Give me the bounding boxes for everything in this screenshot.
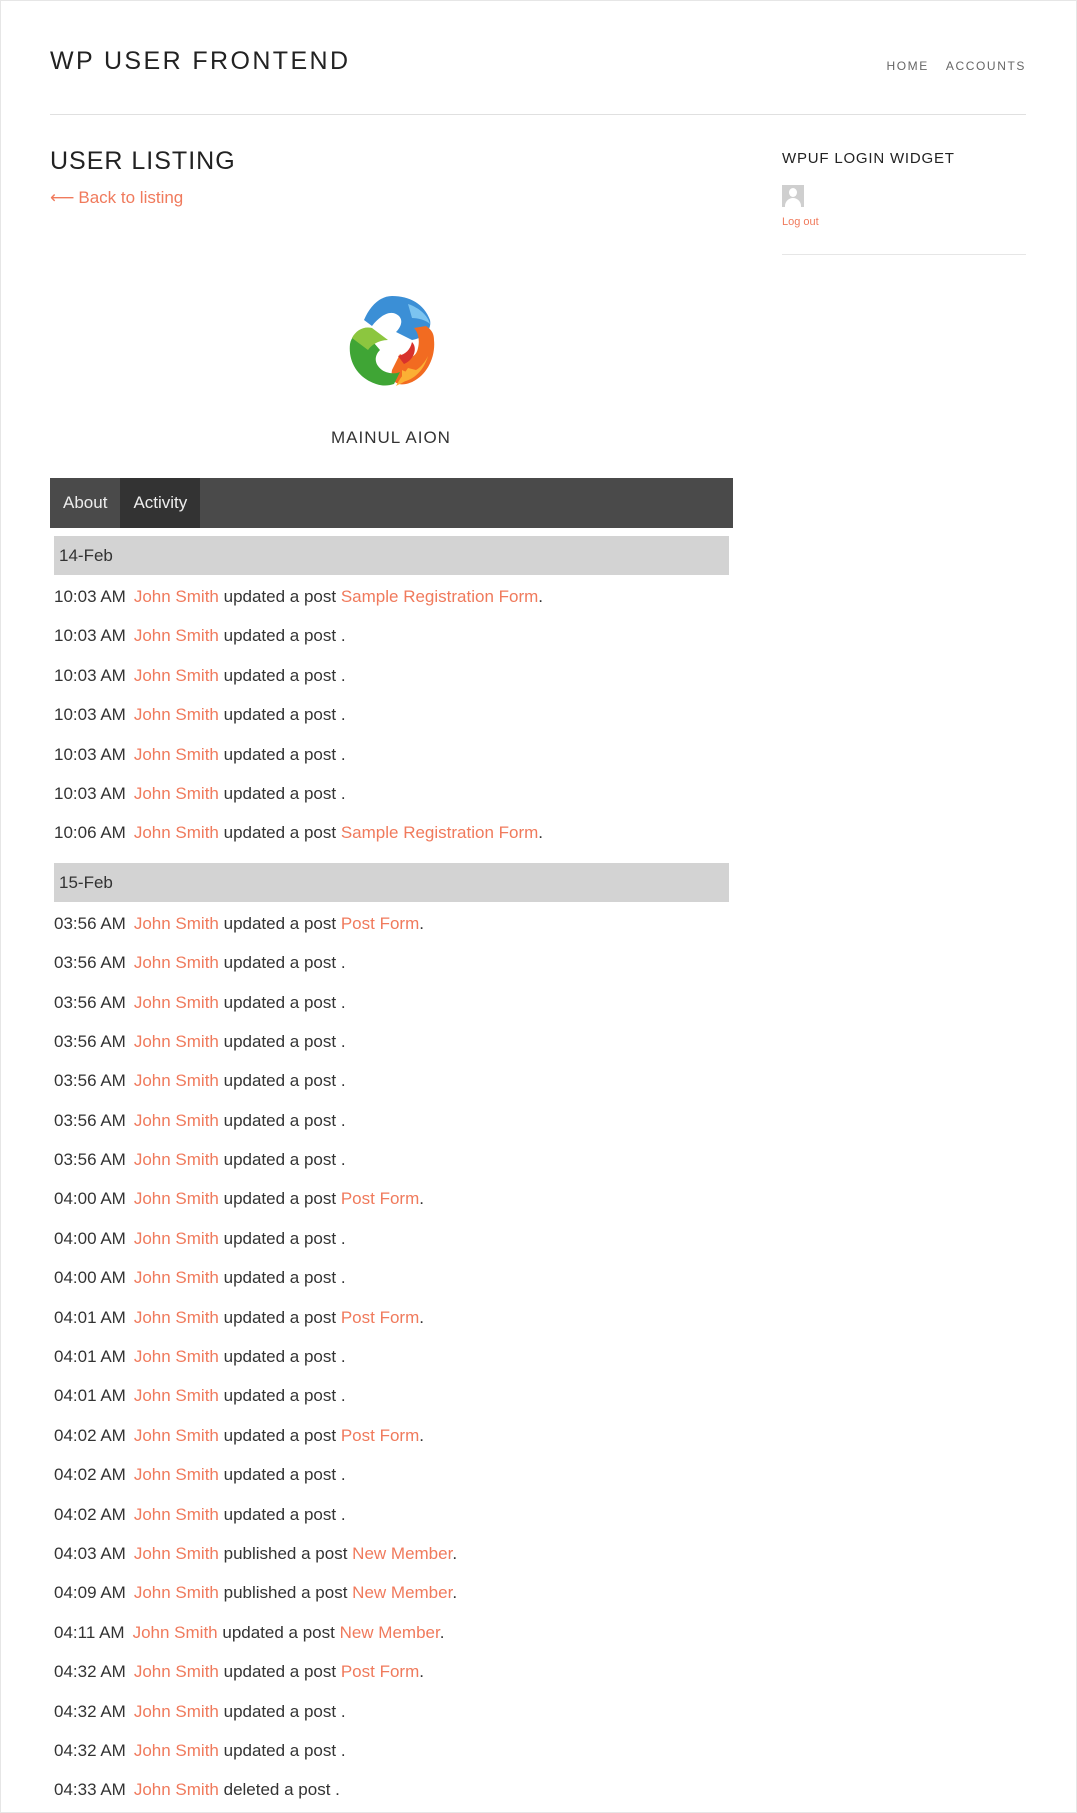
activity-entry: 03:56 AM John Smith updated a post . <box>54 1071 346 1091</box>
activity-time: 04:01 AM <box>54 1347 126 1367</box>
activity-time: 03:56 AM <box>54 1150 126 1170</box>
activity-target-link[interactable]: Post Form <box>340 1425 420 1445</box>
activity-target-link[interactable]: Sample Registration Form <box>340 587 539 606</box>
activity-time: 10:06 AM <box>54 823 126 843</box>
activity-action: updated a post <box>223 1268 337 1288</box>
activity-user-link[interactable]: John Smith <box>133 1583 219 1603</box>
activity-action: updated a post <box>223 1347 337 1367</box>
activity-user-link[interactable]: John Smith <box>133 992 219 1012</box>
activity-target-link[interactable]: Post Form <box>340 1307 420 1327</box>
activity-entry: 04:09 AM John Smith published a post New Member. <box>54 1583 458 1603</box>
activity-action: updated a post <box>223 1110 337 1130</box>
activity-action: updated a post <box>223 626 337 646</box>
activity-user-link[interactable]: John Smith <box>133 1504 219 1524</box>
activity-entries <box>54 575 729 853</box>
activity-target-link[interactable]: Post Form <box>340 1189 420 1209</box>
activity-time: 04:02 AM <box>54 1425 126 1445</box>
activity-action: updated a post <box>223 1071 337 1091</box>
activity-time: 03:56 AM <box>54 1031 126 1051</box>
activity-action: updated a post <box>223 953 337 973</box>
tab-about[interactable]: About <box>63 493 108 512</box>
activity-user-link[interactable]: John Smith <box>133 1465 219 1485</box>
activity-action: updated a post <box>223 1465 337 1485</box>
activity-entry: 10:03 AM John Smith updated a post . <box>54 744 346 764</box>
activity-entry: 04:02 AM John Smith updated a post . <box>54 1465 346 1485</box>
site-title[interactable]: WP USER FRONTEND <box>50 47 351 75</box>
activity-action: updated a post <box>223 1189 337 1209</box>
activity-entry: 04:32 AM John Smith updated a post Post Form. <box>54 1662 424 1682</box>
activity-user-link[interactable]: John Smith <box>133 1425 219 1445</box>
activity-time: 04:02 AM <box>54 1465 126 1485</box>
activity-action: updated a post <box>223 913 337 933</box>
activity-action: updated a post <box>223 665 337 685</box>
activity-time: 10:03 AM <box>54 587 126 606</box>
activity-user-link[interactable]: John Smith <box>133 1701 219 1721</box>
nav-accounts[interactable]: ACCOUNTS <box>945 59 1026 73</box>
activity-user-link[interactable]: John Smith <box>133 1386 219 1406</box>
activity-entry: 04:02 AM John Smith updated a post Post Form. <box>54 1425 424 1445</box>
activity-time: 04:00 AM <box>54 1268 126 1288</box>
activity-user-link[interactable]: John Smith <box>133 1031 219 1051</box>
activity-user-link[interactable]: John Smith <box>133 783 219 803</box>
activity-entry: 04:32 AM John Smith updated a post . <box>54 1740 346 1760</box>
back-link-label: Back to listing <box>78 188 184 207</box>
activity-action: updated a post <box>223 1504 337 1524</box>
activity-user-link[interactable]: John Smith <box>133 705 219 725</box>
activity-entry: 10:03 AM John Smith updated a post . <box>54 626 346 646</box>
activity-action: updated a post <box>223 587 337 606</box>
activity-time: 04:32 AM <box>54 1701 126 1721</box>
activity-action: updated a post <box>223 1386 337 1406</box>
activity-entry: 04:01 AM John Smith updated a post . <box>54 1347 346 1367</box>
activity-user-link[interactable]: John Smith <box>133 626 219 646</box>
activity-target-link[interactable]: New Member <box>339 1622 440 1642</box>
activity-action: updated a post <box>223 823 337 843</box>
activity-entry: 10:03 AM John Smith updated a post Sample Registration Form. <box>54 587 544 606</box>
activity-entry: 04:33 AM John Smith deleted a post . <box>54 1780 340 1800</box>
activity-user-link[interactable]: John Smith <box>133 587 219 606</box>
activity-user-link[interactable]: John Smith <box>133 1071 219 1091</box>
activity-user-link[interactable]: John Smith <box>133 1268 219 1288</box>
activity-time: 10:03 AM <box>54 744 126 764</box>
activity-user-link[interactable]: John Smith <box>133 913 219 933</box>
activity-entry: 03:56 AM John Smith updated a post . <box>54 953 346 973</box>
site-header <box>50 0 1026 115</box>
activity-entry: 03:56 AM John Smith updated a post Post Form. <box>54 913 424 933</box>
activity-entry: 10:06 AM John Smith updated a post Sample Registration Form. <box>54 823 544 843</box>
logout-link[interactable]: Log out <box>782 216 819 228</box>
activity-entry: 04:00 AM John Smith updated a post Post Form. <box>54 1189 424 1209</box>
back-to-listing-link[interactable] <box>50 188 183 208</box>
activity-entry: 03:56 AM John Smith updated a post . <box>54 1110 346 1130</box>
activity-target-link[interactable]: Sample Registration Form <box>340 823 539 843</box>
activity-user-link[interactable]: John Smith <box>133 744 219 764</box>
activity-entry: 04:01 AM John Smith updated a post Post Form. <box>54 1307 424 1327</box>
activity-action: updated a post <box>223 705 337 725</box>
activity-action: published a post <box>223 1543 348 1563</box>
activity-day-group <box>54 863 729 1810</box>
activity-user-link[interactable]: John Smith <box>133 953 219 973</box>
page-title: USER LISTING <box>50 147 236 175</box>
default-user-icon <box>782 185 804 207</box>
activity-time: 10:03 AM <box>54 626 126 646</box>
activity-user-link[interactable]: John Smith <box>132 1622 218 1642</box>
activity-time: 04:00 AM <box>54 1189 126 1209</box>
activity-time: 10:03 AM <box>54 705 126 725</box>
left-arrow-icon: ⟵ <box>50 188 75 207</box>
activity-time: 03:56 AM <box>54 953 126 973</box>
activity-user-link[interactable]: John Smith <box>133 1189 219 1209</box>
activity-entry: 04:11 AM John Smith updated a post New Member. <box>54 1622 445 1642</box>
profile-tabs <box>50 478 733 528</box>
activity-action: updated a post <box>223 992 337 1012</box>
activity-target-link[interactable]: Post Form <box>340 1662 420 1682</box>
activity-user-link[interactable]: John Smith <box>133 823 219 843</box>
tab-activity[interactable]: Activity <box>120 478 200 528</box>
activity-entry: 03:56 AM John Smith updated a post . <box>54 992 346 1012</box>
activity-entry: 04:00 AM John Smith updated a post . <box>54 1228 346 1248</box>
activity-time: 03:56 AM <box>54 1071 126 1091</box>
activity-target-link[interactable]: New Member <box>352 1543 453 1563</box>
activity-entry: 04:32 AM John Smith updated a post . <box>54 1701 346 1721</box>
activity-time: 04:00 AM <box>54 1228 126 1248</box>
activity-action: updated a post <box>223 1150 337 1170</box>
activity-time: 04:01 AM <box>54 1307 126 1327</box>
activity-action: updated a post <box>223 1740 337 1760</box>
activity-action: updated a post <box>223 744 337 764</box>
activity-action: updated a post <box>223 1662 337 1682</box>
activity-time: 04:02 AM <box>54 1504 126 1524</box>
activity-time: 04:09 AM <box>54 1583 126 1603</box>
activity-user-link[interactable]: John Smith <box>133 1307 219 1327</box>
activity-feed <box>54 536 729 1810</box>
activity-time: 10:03 AM <box>54 665 126 685</box>
activity-day-group <box>54 536 729 853</box>
activity-target-link[interactable]: Post Form <box>340 913 420 933</box>
nav-home[interactable]: HOME <box>886 59 929 73</box>
activity-entry: 10:03 AM John Smith updated a post . <box>54 783 346 803</box>
activity-action: updated a post <box>223 1425 337 1445</box>
widget-divider <box>782 254 1026 255</box>
widget-title: WPUF LOGIN WIDGET <box>782 150 955 167</box>
activity-entry: 03:56 AM John Smith updated a post . <box>54 1031 346 1051</box>
activity-action: updated a post <box>223 1701 337 1721</box>
activity-user-link[interactable]: John Smith <box>133 1150 219 1170</box>
activity-user-link[interactable]: John Smith <box>133 1110 219 1130</box>
activity-date-header: 15-Feb <box>54 863 729 902</box>
activity-time: 04:03 AM <box>54 1543 126 1563</box>
activity-time: 03:56 AM <box>54 1110 126 1130</box>
activity-user-link[interactable]: John Smith <box>133 1662 219 1682</box>
activity-time: 03:56 AM <box>54 913 126 933</box>
activity-time: 04:11 AM <box>54 1622 125 1642</box>
activity-date-header: 14-Feb <box>54 536 729 575</box>
activity-time: 04:33 AM <box>54 1780 126 1800</box>
activity-action: updated a post <box>223 1307 337 1327</box>
activity-time: 04:01 AM <box>54 1386 126 1406</box>
activity-entries <box>54 902 729 1810</box>
activity-time: 04:32 AM <box>54 1662 126 1682</box>
activity-user-link[interactable]: John Smith <box>133 1543 219 1563</box>
activity-user-link[interactable]: John Smith <box>133 665 219 685</box>
activity-user-link[interactable]: John Smith <box>133 1228 219 1248</box>
activity-target-link[interactable]: New Member <box>352 1583 453 1603</box>
sidebar <box>782 150 1026 255</box>
activity-entry: 04:02 AM John Smith updated a post . <box>54 1504 346 1524</box>
activity-entry: 04:01 AM John Smith updated a post . <box>54 1386 346 1406</box>
main-nav <box>886 59 1026 73</box>
activity-user-link[interactable]: John Smith <box>133 1780 219 1800</box>
profile-name: MAINUL AION <box>331 428 451 447</box>
activity-time: 03:56 AM <box>54 992 126 1012</box>
activity-action: updated a post <box>223 1228 337 1248</box>
activity-time: 04:32 AM <box>54 1740 126 1760</box>
activity-action: updated a post <box>223 783 337 803</box>
activity-action: published a post <box>223 1583 348 1603</box>
activity-entry: 10:03 AM John Smith updated a post . <box>54 665 346 685</box>
activity-entry: 04:03 AM John Smith published a post New Member. <box>54 1543 458 1563</box>
tri-color-logo-icon <box>342 290 442 390</box>
activity-user-link[interactable]: John Smith <box>133 1347 219 1367</box>
activity-action: deleted a post <box>223 1780 331 1800</box>
activity-action: updated a post <box>223 1031 337 1051</box>
activity-entry: 03:56 AM John Smith updated a post . <box>54 1150 346 1170</box>
activity-entry: 10:03 AM John Smith updated a post . <box>54 705 346 725</box>
activity-user-link[interactable]: John Smith <box>133 1740 219 1760</box>
activity-entry: 04:00 AM John Smith updated a post . <box>54 1268 346 1288</box>
user-avatar <box>342 290 442 390</box>
activity-time: 10:03 AM <box>54 783 126 803</box>
activity-action: updated a post <box>222 1622 335 1642</box>
